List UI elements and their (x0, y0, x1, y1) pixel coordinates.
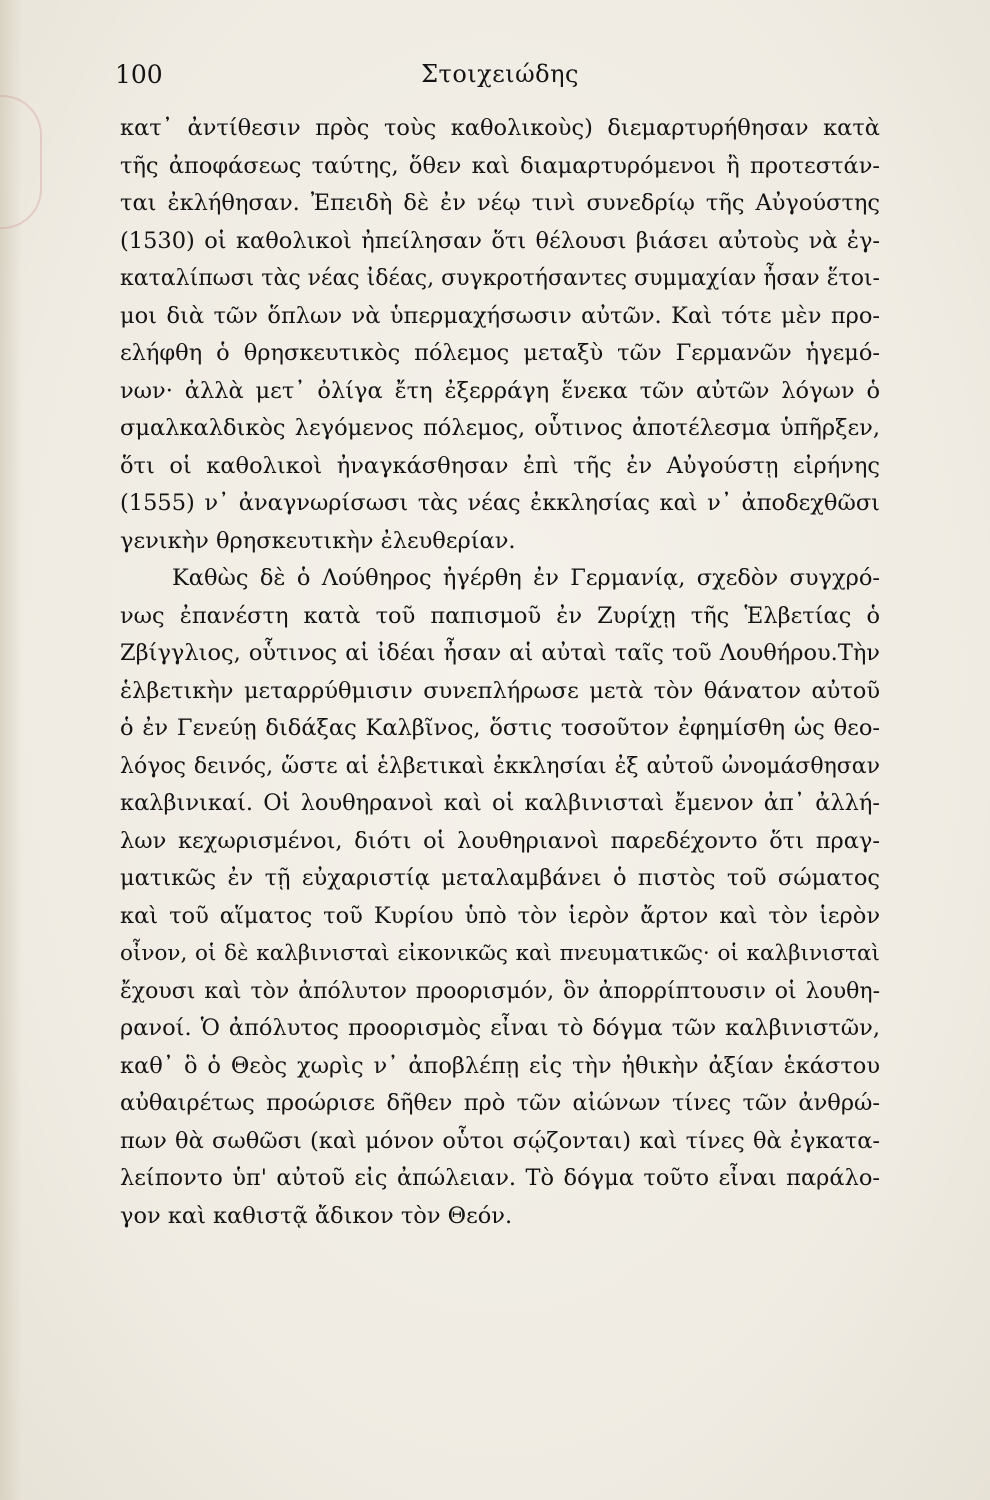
text-line: ται ἐκλήθησαν. Ἐπειδὴ δὲ ἐν νέῳ τινὶ συνεδρίῳ τῆς Αὐγούστης (120, 190, 880, 216)
paragraph-1 (120, 110, 880, 560)
text-line: καθ᾽ ὃ ὁ Θεὸς χωρὶς ν᾽ ἀποβλέπῃ εἰς τὴν ἠθικὴν ἀξίαν ἑκάστου (120, 1052, 880, 1079)
stamp-bleed-mark (0, 95, 42, 229)
text-line: Καθὼς δὲ ὁ Λούθηρος ἠγέρθη ἐν Γερμανίᾳ, σχεδὸν συγχρό- (172, 565, 880, 591)
text-line: ἑλβετικὴν μεταρρύθμισιν συνεπλήρωσε μετὰ τὸν θάνατον αὐτοῦ (120, 677, 880, 704)
text-line: ἔχουσι καὶ τὸν ἀπόλυτον προορισμόν, ὃν ἀπορρίπτουσιν οἱ λουθη- (120, 978, 880, 1004)
text-line: λόγος δεινός, ὥστε αἱ ἑλβετικαὶ ἐκκλησίαι ἐξ αὐτοῦ ὠνομάσθησαν (120, 753, 880, 779)
text-line: νων· ἀλλὰ μετ᾽ ὀλίγα ἔτη ἐξερράγη ἕνεκα τῶν αὐτῶν λόγων ὁ (120, 377, 880, 404)
text-line: ὅτι οἱ καθολικοὶ ἠναγκάσθησαν ἐπὶ τῆς ἐν Αὐγούστῃ εἰρήνης (120, 452, 880, 479)
running-title: Στοιχειώδης (421, 60, 579, 88)
text-line: τῆς ἀποφάσεως ταύτης, ὅθεν καὶ διαμαρτυρόμενοι ἢ προτεστάν- (120, 152, 880, 179)
text-line: Ζβίγγλιος, οὗτινος αἱ ἰδέαι ἦσαν αἱ αὐταὶ ταῖς τοῦ Λουθήρου.Τὴν (120, 640, 880, 666)
text-line: καλβινικαί. Οἱ λουθηρανοὶ καὶ οἱ καλβινισταὶ ἔμενον ἀπ᾽ ἀλλή- (120, 790, 880, 816)
text-line: γενικὴν θρησκευτικὴν ἐλευθερίαν. (120, 527, 516, 554)
text-line: γον καὶ καθιστᾷ ἄδικον τὸν Θεόν. (120, 1202, 513, 1229)
text-line: κατ᾽ ἀντίθεσιν πρὸς τοὺς καθολικοὺς) διεμαρτυρήθησαν κατὰ (120, 115, 880, 141)
page-header (115, 60, 885, 90)
text-line: ελήφθη ὁ θρησκευτικὸς πόλεμος μεταξὺ τῶν Γερμανῶν ἡγεμό- (120, 340, 880, 366)
text-line: αὐθαιρέτως προώρισε δῆθεν πρὸ τῶν αἰώνων τίνες τῶν ἀνθρώ- (120, 1090, 880, 1116)
text-line: (1555) ν᾽ ἀναγνωρίσωσι τὰς νέας ἐκκλησίας καὶ ν᾽ ἀποδεχθῶσι (120, 490, 880, 516)
page-number: 100 (115, 60, 163, 89)
text-line: λείποντο ὑπ' αὐτοῦ εἰς ἀπώλειαν. Τὸ δόγμα τοῦτο εἶναι παράλο- (120, 1165, 880, 1191)
paragraph-2 (120, 560, 880, 1235)
text-line: ρανοί. Ὁ ἀπόλυτος προορισμὸς εἶναι τὸ δόγμα τῶν καλβινιστῶν, (120, 1015, 880, 1041)
text-line: σμαλκαλδικὸς λεγόμενος πόλεμος, οὗτινος ἀποτέλεσμα ὑπῆρξεν, (120, 415, 880, 441)
text-line: μοι διὰ τῶν ὅπλων νὰ ὑπερμαχήσωσιν αὐτῶν. Καὶ τότε μὲν προ- (120, 302, 880, 329)
text-line: ὁ ἐν Γενεύῃ διδάξας Καλβῖνος, ὅστις τοσοῦτον ἐφημίσθη ὡς θεο- (120, 715, 880, 741)
text-line: λων κεχωρισμένοι, διότι οἱ λουθηριανοὶ παρεδέχοντο ὅτι πραγ- (120, 827, 880, 854)
text-line: ματικῶς ἐν τῇ εὐχαριστίᾳ μεταλαμβάνει ὁ πιστὸς τοῦ σώματος (120, 865, 880, 891)
body-text (120, 110, 880, 1235)
text-line: νως ἐπανέστη κατὰ τοῦ παπισμοῦ ἐν Ζυρίχῃ τῆς Ἑλβετίας ὁ (120, 602, 880, 629)
text-line: καταλίπωσι τὰς νέας ἰδέας, συγκροτήσαντες συμμαχίαν ἦσαν ἕτοι- (120, 266, 880, 291)
text-line: (1530) οἱ καθολικοὶ ἠπείλησαν ὅτι θέλουσι βιάσει αὐτοὺς νὰ ἐγ- (120, 227, 880, 254)
text-line: καὶ τοῦ αἵματος τοῦ Κυρίου ὑπὸ τὸν ἱερὸν ἄρτον καὶ τὸν ἱερὸν (120, 902, 880, 929)
text-line: πων θὰ σωθῶσι (καὶ μόνον οὗτοι σῴζονται) καὶ τίνες θὰ ἐγκατα- (120, 1127, 880, 1154)
text-line: οἶνον, οἱ δὲ καλβινισταὶ εἰκονικῶς καὶ πνευματικῶς· οἱ καλβινισταὶ (120, 941, 880, 966)
